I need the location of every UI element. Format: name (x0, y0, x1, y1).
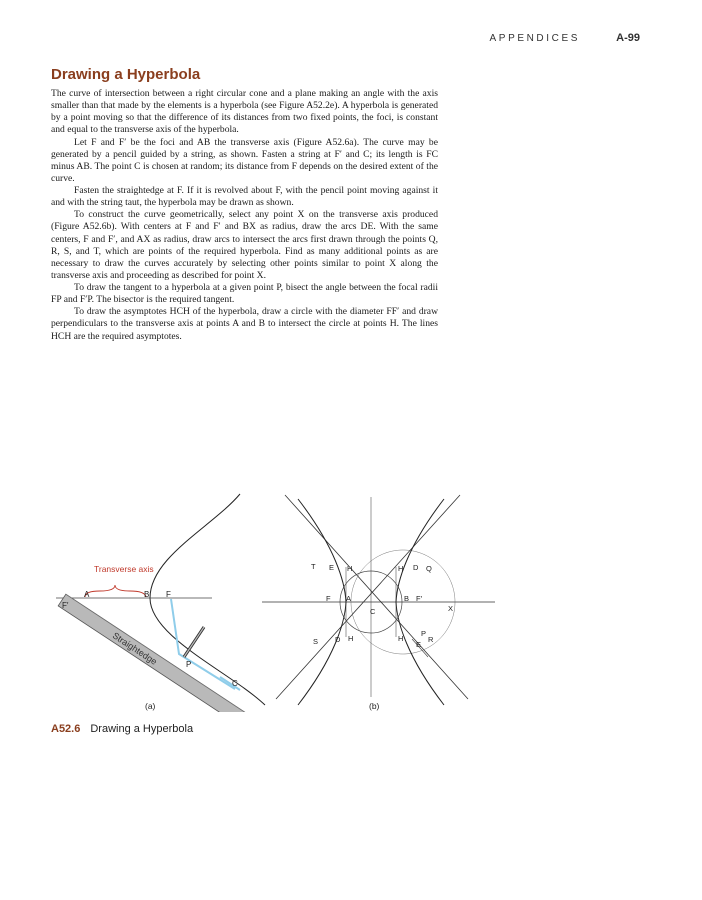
point-p-b: P (421, 629, 427, 638)
paragraph: Fasten the straightedge at F. If it is revolved about F, with the pencil point moving against it and with the string taut, the hyperbola may be drawn as shown. (51, 185, 438, 209)
point-h-lower-right: H (398, 634, 404, 643)
figure-number: A52.6 (51, 723, 81, 735)
asymptote-1 (285, 495, 468, 699)
transverse-axis-brace (85, 585, 146, 597)
point-c: C (232, 679, 238, 688)
point-s: S (313, 637, 319, 646)
point-e-upper: E (329, 563, 335, 572)
page-number: A-99 (616, 32, 640, 44)
paragraph: The curve of intersection between a right circular cone and a plane making an angle with the axis smaller than that made by the elements is a hyperbola (see Figure A52.2e). A hyperbola is generated by a point moving so that the difference of its distances from two fixed points, the foci, is constant and equal to the transverse axis of the hyperbola. (51, 88, 438, 136)
panel-b-label: (b) (369, 701, 380, 711)
paragraph: To draw the tangent to a hyperbola at a given point P, bisect the angle between the focal radii FP and F′P. The bisector is the required tangent. (51, 282, 438, 306)
point-p: P (186, 660, 192, 669)
transverse-axis-label: Transverse axis (94, 564, 154, 574)
point-a: A (84, 590, 90, 599)
point-c-b: C (370, 607, 376, 616)
point-b: B (144, 590, 150, 599)
straightedge-label: Straightedge (110, 630, 159, 667)
point-a-b: A (346, 594, 352, 603)
panel-a (56, 494, 265, 712)
section-title: Drawing a Hyperbola (51, 66, 201, 83)
panel-b (262, 495, 495, 711)
asymptote-2 (276, 495, 460, 699)
figure-title: Drawing a Hyperbola (90, 723, 194, 735)
point-f: F (166, 590, 171, 599)
panel-a-label: (a) (145, 701, 156, 711)
point-t: T (311, 562, 316, 571)
point-q: Q (426, 564, 432, 573)
point-e-lower: E (416, 640, 422, 649)
point-b-b: B (404, 594, 410, 603)
point-h-lower-left: H (348, 634, 354, 643)
point-f-prime-b: F′ (416, 594, 422, 603)
point-d-upper: D (413, 563, 419, 572)
pencil (184, 627, 204, 657)
point-h-upper-left: H (347, 564, 353, 573)
point-f-prime: F′ (62, 601, 69, 610)
paragraph: To draw the asymptotes HCH of the hyperbola, draw a circle with the diameter FF′ and draw perpendiculars to the transverse axis at points A and B to intersect the circle at points H. The lines HCH are the required asymptotes. (51, 306, 438, 342)
point-r: R (428, 635, 434, 644)
point-f-b: F (326, 594, 331, 603)
point-x: X (448, 604, 454, 613)
running-head (0, 33, 702, 47)
point-d-lower: D (335, 635, 341, 644)
figure-a52-6 (40, 487, 510, 712)
body-text (51, 88, 438, 343)
paragraph: To construct the curve geometrically, select any point X on the transverse axis produced (Figure A52.6b). With centers at F and F′ and BX as radius, draw the arcs DE. With the same centers, F and F′, and AX as radius, draw arcs to intersect the arcs first drawn through the points Q, R, S, and T, which are points of the required hyperbola. Find as many additional points as are necessary to draw the curves accurately by selecting other points similar to point X along the transverse axis and proceeding as described for point X. (51, 209, 438, 281)
paragraph: Let F and F′ be the foci and AB the transverse axis (Figure A52.6a). The curve may be generated by a pencil guided by a string, as shown. Fasten a string at F′ and C; its length is FC minus AB. The point C is chosen at random; its distance from F depends on the desired extent of the curve. (51, 136, 438, 184)
running-head-section: APPENDICES (489, 33, 580, 44)
straightedge (58, 594, 264, 712)
point-h-upper-right: H (398, 564, 404, 573)
figure-caption (51, 723, 193, 735)
figure-drawing (40, 487, 510, 712)
